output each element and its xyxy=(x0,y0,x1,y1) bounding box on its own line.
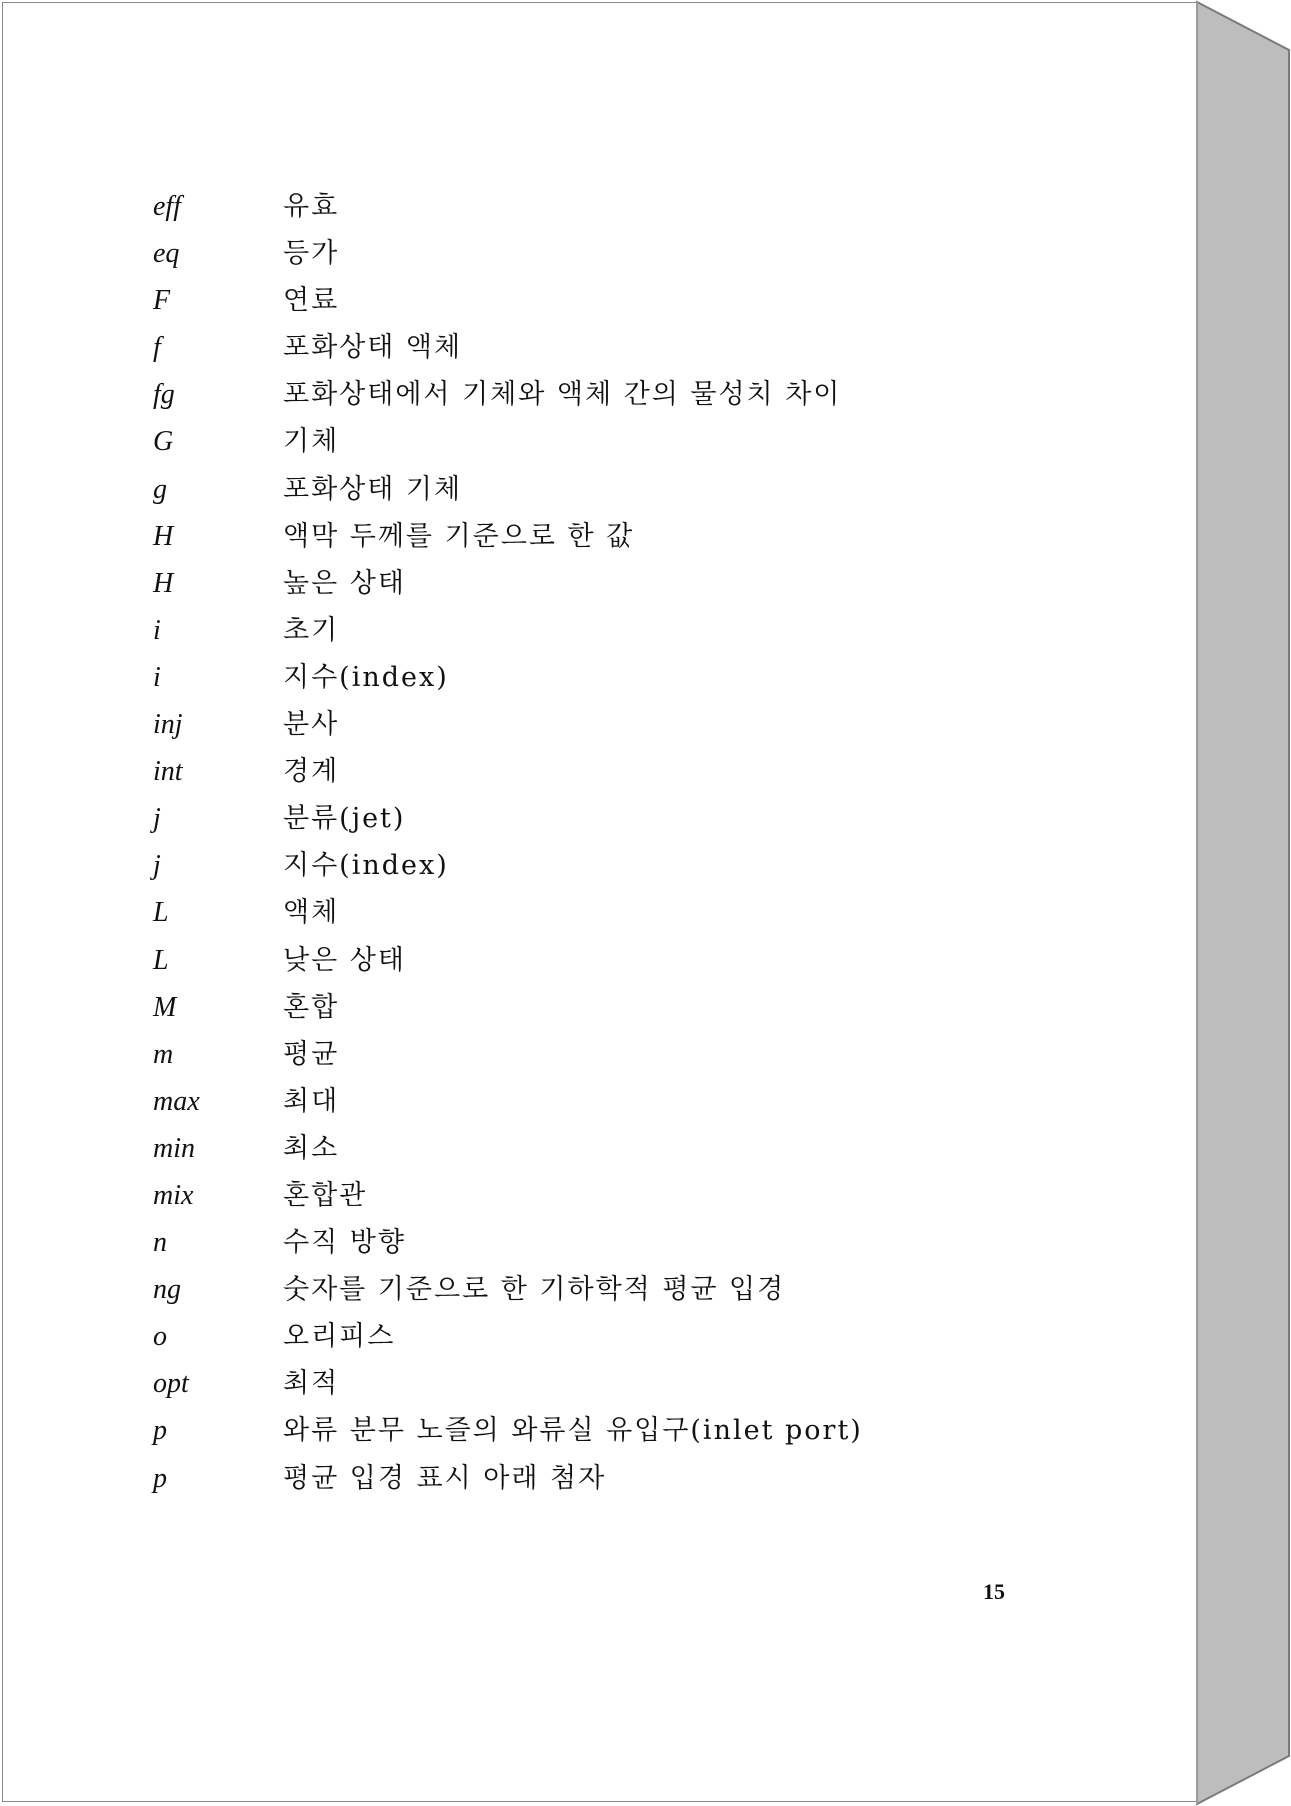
subscript-symbol: p xyxy=(153,1462,167,1494)
subscript-symbol: min xyxy=(153,1132,195,1164)
symbol-description: 혼합관 xyxy=(283,1179,368,1211)
page-number: 15 xyxy=(983,1579,1005,1604)
symbol-description: 포화상태에서 기체와 액체 간의 물성치 차이 xyxy=(283,379,842,411)
symbol-description: 혼합 xyxy=(283,991,340,1023)
symbol-description: 분사 xyxy=(283,709,340,741)
symbol-description: 최대 xyxy=(283,1085,340,1117)
symbol-description: 기체 xyxy=(283,426,340,458)
subscript-symbol: j xyxy=(153,803,161,835)
symbol-description: 최적 xyxy=(283,1368,340,1400)
symbol-description: 유효 xyxy=(283,191,340,222)
subscript-symbol: mix xyxy=(153,1179,194,1211)
subscript-symbol: fg xyxy=(153,379,175,411)
subscript-symbol: max xyxy=(153,1085,200,1117)
symbol-description: 수직 방향 xyxy=(283,1227,406,1259)
subscript-symbol: o xyxy=(153,1321,167,1353)
symbol-description: 낮은 상태 xyxy=(283,944,406,976)
subscript-symbol: eff xyxy=(153,191,181,222)
symbol-description: 등가 xyxy=(283,238,340,270)
subscript-symbol: F xyxy=(153,285,171,317)
subscript-symbol: L xyxy=(153,897,169,929)
subscript-symbol: eq xyxy=(153,238,180,270)
subscript-symbol: m xyxy=(153,1038,174,1070)
symbol-description: 와류 분무 노즐의 와류실 유입구(inlet port) xyxy=(283,1415,863,1447)
subscript-symbol: inj xyxy=(153,709,183,741)
symbol-description: 높은 상태 xyxy=(283,567,406,599)
symbol-description: 평균 xyxy=(283,1038,340,1070)
subscript-symbol: L xyxy=(153,944,169,976)
subscript-symbol: g xyxy=(153,473,167,505)
subscript-symbol: i xyxy=(153,661,161,693)
subscript-symbol: i xyxy=(153,614,161,646)
symbol-description: 분류(jet) xyxy=(283,803,406,835)
subscript-symbol: p xyxy=(153,1415,167,1447)
symbol-description: 포화상태 기체 xyxy=(283,473,463,505)
subscript-symbol: H xyxy=(153,520,174,552)
symbol-description: 오리피스 xyxy=(283,1321,396,1353)
symbol-description: 포화상태 액체 xyxy=(283,332,463,364)
symbol-description: 지수(index) xyxy=(283,850,449,882)
symbol-description: 초기 xyxy=(283,614,340,646)
subscript-symbol: G xyxy=(153,426,174,458)
subscript-symbol: int xyxy=(153,756,183,788)
subscript-symbol: M xyxy=(153,991,177,1023)
subscript-symbol: ng xyxy=(153,1274,181,1306)
symbol-description: 액막 두께를 기준으로 한 값 xyxy=(283,520,635,552)
symbol-description: 액체 xyxy=(283,897,340,929)
symbol-description: 연료 xyxy=(283,285,340,317)
symbol-description: 최소 xyxy=(283,1132,340,1164)
subscript-symbol: j xyxy=(153,850,161,882)
subscript-symbol: f xyxy=(153,332,161,364)
symbol-description: 숫자를 기준으로 한 기하학적 평균 입경 xyxy=(283,1274,786,1306)
subscript-symbol: H xyxy=(153,567,174,599)
subscript-symbol: opt xyxy=(153,1368,189,1400)
subscript-symbol: n xyxy=(153,1227,167,1259)
symbol-description: 평균 입경 표시 아래 첨자 xyxy=(283,1462,607,1494)
symbol-description: 지수(index) xyxy=(283,661,449,693)
symbol-description: 경계 xyxy=(283,756,340,788)
